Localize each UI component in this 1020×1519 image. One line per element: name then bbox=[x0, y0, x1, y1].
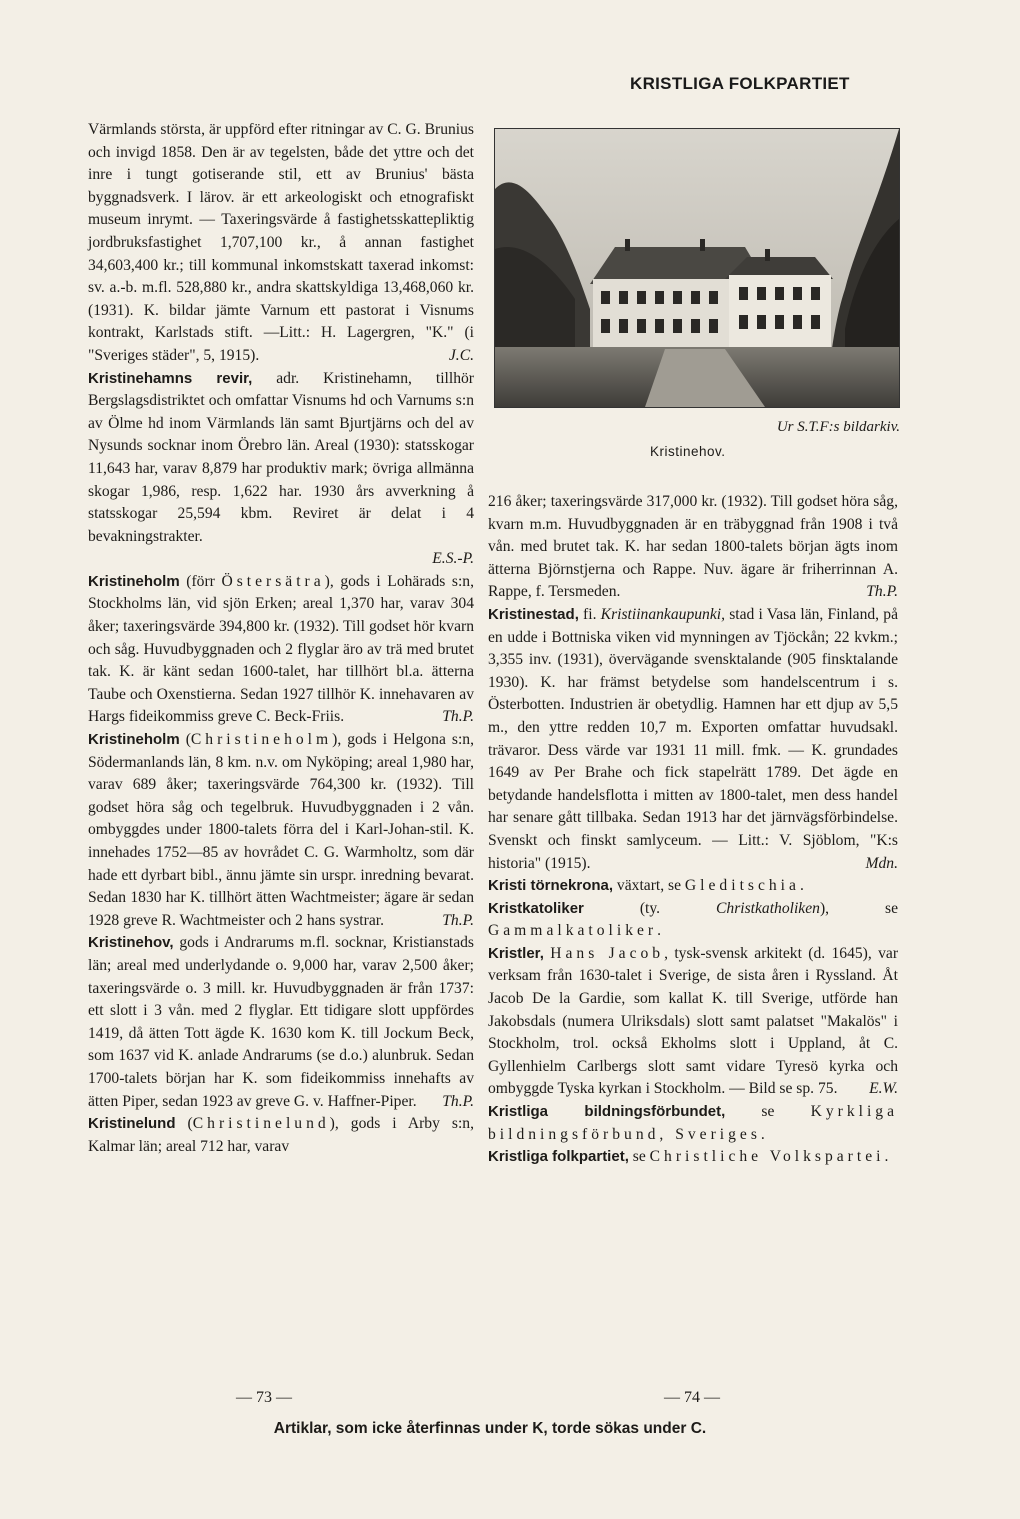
headword: Kristinehov, bbox=[88, 934, 174, 952]
signature: Th.P. bbox=[442, 911, 474, 929]
article-kristinehamns-revir: Kristinehamns revir, adr. Kristinehamn, tillhör Bergslagsdistriktet och omfattar Visnums hd och Varnums s:n av Ölme hd inom Värmlands län samt Bjurtjärns och del av Nysunds socknar inom Örebro län. Areal (1930): statsskogar 11,643 har, varav 8,879 har produktiv mark; övriga allmänna skogar 1,986, resp. 1,622 har. 1930 års avverkning å statsskogar 25,594 kbm. Reviret är delat i 4 bevakningstrakter. E.S.-P. bbox=[88, 368, 474, 571]
signature: Th.P. bbox=[442, 1092, 474, 1110]
kristinehov-photo bbox=[494, 128, 900, 408]
photo-caption: Kristinehov. bbox=[650, 444, 726, 459]
spaced-name: Christinelund bbox=[192, 1115, 330, 1133]
signature: E.W. bbox=[869, 1080, 898, 1098]
article-kristi-tornekrona: Kristi törnekrona, växtart, se Gleditschia. bbox=[488, 877, 804, 895]
headword: Kristliga bildningsförbundet, bbox=[488, 1103, 726, 1121]
page-header: KRISTLIGA FOLKPARTIET bbox=[630, 74, 850, 93]
spaced-name: Gammalkatoliker bbox=[488, 922, 658, 940]
headword: Kristler, bbox=[488, 944, 544, 962]
signature: Th.P. bbox=[442, 708, 474, 726]
continuation-paragraph: 216 åker; taxeringsvärde 317,000 kr. (1932). Till godset höra såg, kvarn m.m. Huvudbyggnaden är en träbyggnad från 1908 i två vån. med brutet tak. K. har sedan 1800-talets början ägts inom ätterna Björnstjerna och Rappe. Nuv. ägare är friherrinnan A. Rappe, f. Tersmeden. Th.P. bbox=[488, 491, 898, 604]
right-column bbox=[488, 491, 898, 1169]
headword: Kristinestad, bbox=[488, 605, 579, 623]
spaced-name: Gleditschia bbox=[684, 877, 800, 895]
photo-credit: Ur S.T.F:s bildarkiv. bbox=[776, 419, 900, 435]
article-kristinestad: Kristinestad, fi. Kristiinankaupunki, stad i Vasa län, Finland, på en udde i Bottniska viken vid mynningen av Tjöckån; 22 kvkm.; 3,355 inv. (1931), övervägande svensktalande (905 finsktalande 1930). K. har främst betydelse som handelscentrum i s. Österbotten. Industrien är obetydlig. Hamnen har ett djup av 5,5 m., den yttre redden 10,7 m. Exporten omfattar huvudsakl. trävaror. Dess värde var 1931 11 mill. fmk. — K. grundades 1649 av Per Brahe och fick stapelrätt 1789. Det ägde en betydande handelsflotta i mitten av 1800-talet, men dess handel har senare gått tillbaka. Sedan 1913 har det järnvägsförbindelse. Svenskt och finskt samlyceum. — Litt.: V. Sjöblom, "K:s historia" (1915). Mdn. bbox=[488, 604, 898, 875]
footer-note: Artiklar, som icke återfinnas under K, torde sökas under C. bbox=[273, 1420, 707, 1437]
headword: Kristineholm bbox=[88, 731, 180, 749]
signature: J.C. bbox=[448, 346, 474, 364]
intro-paragraph: Värmlands största, är uppförd efter ritningar av C. G. Brunius och invigd 1858. Den är av tegelsten, både det yttre och det inre i tungt gotiserande stil, ett av Brunius' bästa byggnadsverk. I lärov. är ett arkeologiskt och etnografiskt museum inrymt. — Taxeringsvärde å fastighetsskattepliktig jordbruksfastighet 1,707,100 kr., å annan fastighet 34,603,400 kr.; till kommunal inkomstskatt taxerad inkomst: sv. a.-b. m.fl. 528,880 kr., andra skattskyldiga 13,468,060 kr. (1931). K. bildar jämte Varnum ett pastorat i Visnums kontrakt, Karlstads stift. —Litt.: H. Lagergren, "K." (i "Sveriges städer", 5, 1915). J.C. bbox=[88, 119, 474, 368]
page-number-left: — 73 — bbox=[236, 1389, 292, 1406]
article-kristinelund: Kristinelund (Christinelund), gods i Arby s:n, Kalmar län; areal 712 har, varav bbox=[88, 1115, 475, 1155]
spaced-name: Kyrkliga bildningsförbund, Sveriges bbox=[488, 1103, 898, 1143]
article-kristineholm-2: Kristineholm (Christineholm), gods i Helgona s:n, Södermanlands län, 8 km. n.v. om Nyköping; areal 1,980 har, varav 689 åker; taxeringsvärde 764,300 kr. (1932). Till godset höra såg och tegelbruk. Huvudbyggnaden i 2 vån. ombyggdes under 1800-talets förra del i Karl-Johan-stil. K. innehades 1752—85 av hovrådet C. G. Warmholtz, som där hade ett dyrbart bibl., ännu jämte sin urspr. inredning bevarat. Sedan 1830 har K. tillhört ätten Wachtmeister; ägare är sedan 1928 greve R. Wachtmeister och 2 hans systrar. Th.P. bbox=[88, 729, 474, 932]
article-kristinehov: Kristinehov, gods i Andrarums m.fl. socknar, Kristianstads län; areal med underlydande o. 9,000 har, varav 2,500 åker; taxeringsvärde o. 3 mill. kr. Huvudbyggnaden är från 1737: ett slott i 3 vån. med 2 flyglar. Ett tidigare slott uppfördes 1419, då ätten Tott ägde K. 1630 kom K. till Jockum Beck, som 1637 vid K. anlade Andrarums (se d.o.) alunbruk. Sedan 1700-talets början har K. som fideikommiss innehafts av ätten Piper, sedan 1923 av greve G. v. Haffner-Piper. Th.P. bbox=[88, 932, 474, 1113]
page-number-right: — 74 — bbox=[664, 1389, 720, 1406]
article-kristliga-bildningsforbundet: Kristliga bildningsförbundet, se Kyrkliga bildningsförbund, Sveriges. bbox=[488, 1103, 898, 1143]
article-kristineholm-1: Kristineholm (förr Östersätra), gods i Lohärads s:n, Stockholms län, vid sjön Erken; areal 1,370 har, varav 304 åker; taxeringsvärde 394,800 kr. (1932). Till godset hör kvarn och såg. Huvudbyggnaden och 2 flyglar äro av trä med brutet tak. K. är känt sedan 1600-talet, har tillhört bl.a. ätterna Taube och Oxenstierna. Sedan 1927 tillhör K. innehavaren av Hargs fideikommiss greve C. Beck-Friis. Th.P. bbox=[88, 571, 474, 729]
headword: Kristi törnekrona, bbox=[488, 877, 614, 895]
headword: Kristineholm bbox=[88, 572, 180, 590]
signature: E.S.-P. bbox=[432, 550, 474, 568]
signature: Mdn. bbox=[865, 854, 898, 872]
signature: Th.P. bbox=[866, 583, 898, 601]
article-kristler: Kristler, Hans Jacob, tysk-svensk arkitekt (d. 1645), var verksam från 1630-talet i Sverige, de sista åren i Ryssland. Åt Jacob De la Gardie, som kallat K. till Sverige, utförde han Jakobsdals (numera Ulriksdals) slott samt palatset "Makalös" i Stockholm, trol. också Ekholms slott i Uppland, åt C. Gyllenhielm Carlbergs slott samt vidare Tyresö kyrka och ombyggde Tyska kyrkan i Stockholm. — Bild se sp. 75. E.W. bbox=[488, 943, 898, 1101]
spaced-name: Christineholm bbox=[190, 731, 333, 749]
article-kristkatoliker: Kristkatoliker (ty. Christkatholiken), se Gammalkatoliker. bbox=[488, 899, 898, 940]
article-kristliga-folkpartiet: Kristliga folkpartiet, se Christliche Volkspartei. bbox=[488, 1148, 889, 1166]
headword: Kristliga folkpartiet, bbox=[488, 1148, 629, 1166]
spaced-name: Christliche Volkspartei bbox=[649, 1148, 885, 1166]
headword: Kristinelund bbox=[88, 1115, 176, 1133]
spaced-name: Hans Jacob bbox=[550, 944, 665, 962]
spaced-name: Östersätra bbox=[221, 572, 325, 590]
headword: Kristkatoliker bbox=[488, 899, 584, 917]
left-column bbox=[88, 119, 474, 1158]
headword: Kristinehamns revir, bbox=[88, 369, 253, 387]
